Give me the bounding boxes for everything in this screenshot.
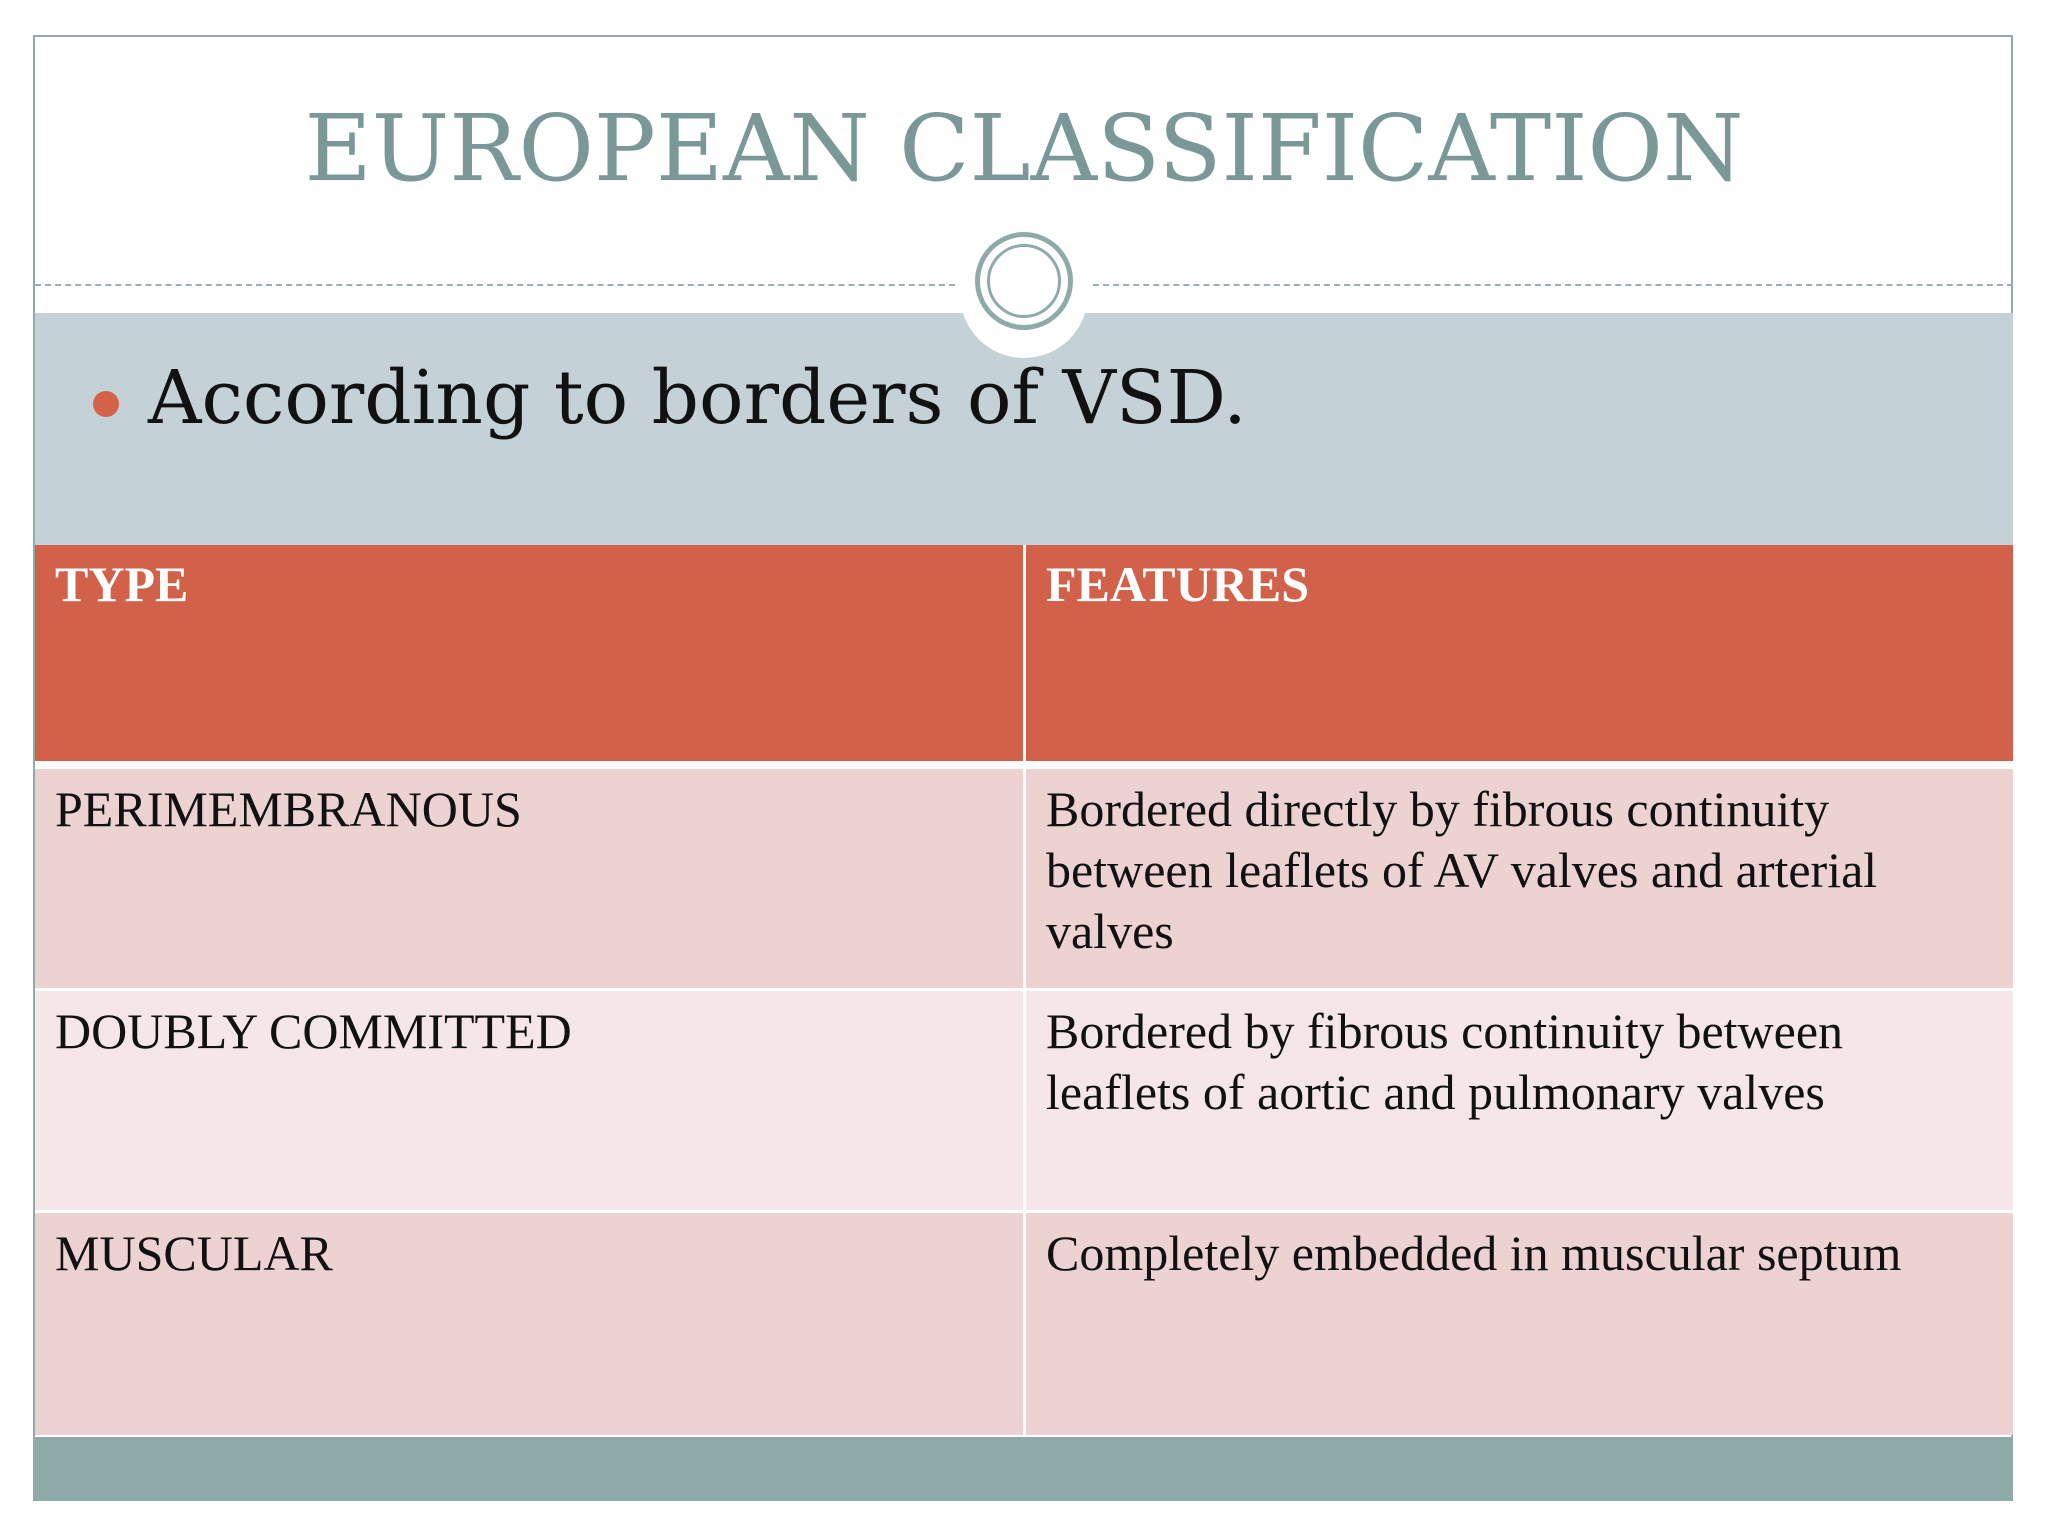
classification-table	[35, 545, 2013, 1435]
table-cell-type: DOUBLY COMMITTED	[35, 991, 1023, 1210]
footer-bar	[35, 1437, 2013, 1500]
table-cell-type: MUSCULAR	[35, 1213, 1023, 1435]
dashed-divider-right	[1093, 284, 2013, 286]
table-header-features: FEATURES	[1026, 545, 2013, 761]
ring-ornament-inner-icon	[987, 244, 1061, 318]
table-cell-features: Bordered by fibrous continuity between leaflets of aortic and pulmonary valves	[1026, 991, 2013, 1210]
bullet-text: According to borders of VSD.	[148, 355, 1247, 441]
slide-title: EUROPEAN CLASSIFICATION	[304, 95, 1744, 202]
table-header-type: TYPE	[35, 545, 1023, 761]
table-cell-type: PERIMEMBRANOUS	[35, 769, 1023, 988]
table-cell-features: Completely embedded in muscular septum	[1026, 1213, 2013, 1435]
table-cell-features: Bordered directly by fibrous continuity between leaflets of AV valves and arterial valves	[1026, 769, 2013, 988]
bullet-dot-icon	[93, 391, 119, 417]
dashed-divider-left	[35, 284, 955, 286]
table-column-divider	[1023, 545, 1026, 1435]
